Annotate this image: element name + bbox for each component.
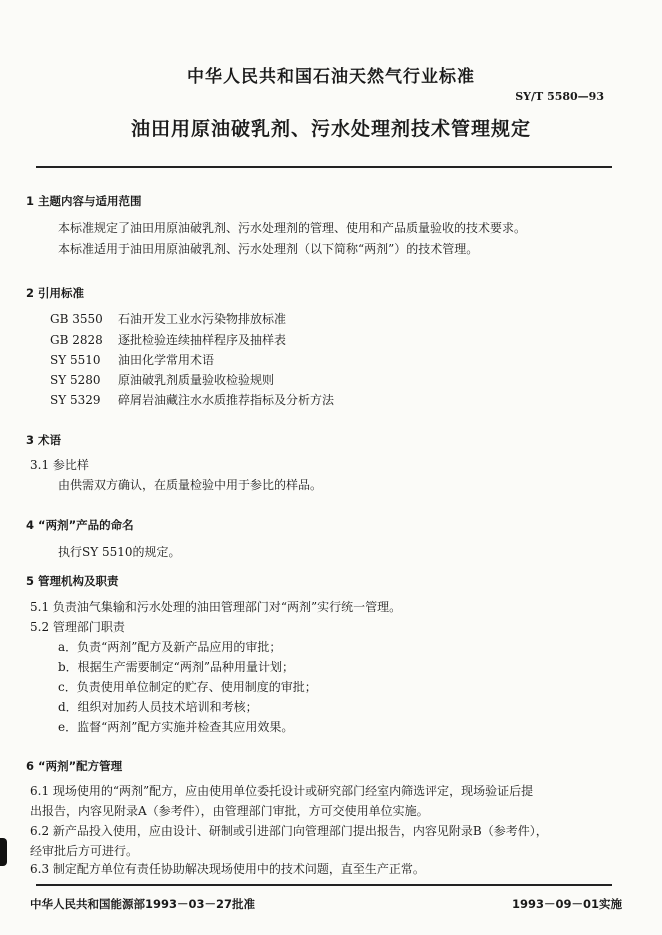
clause-5-2: 5.2 管理部门职责 — [30, 620, 125, 634]
section-1-heading: 1 主题内容与适用范围 — [26, 194, 142, 208]
standard-code: SY/T 5580—93 — [515, 90, 604, 103]
clause-6-3: 6.3 制定配方单位有责任协助解决现场使用中的技术问题，直至生产正常。 — [30, 862, 425, 876]
list-item: e．监督“两剂”配方实施并检查其应用效果。 — [58, 720, 294, 734]
list-item: c．负责使用单位制定的贮存、使用制度的审批； — [58, 680, 317, 694]
section-2-heading: 2 引用标准 — [26, 286, 85, 300]
reference-title: 碎屑岩油藏注水水质推荐指标及分析方法 — [118, 393, 335, 407]
clause-3-1-text: 由供需双方确认，在质量检验中用于参比的样品。 — [58, 478, 323, 492]
header-rule — [36, 166, 612, 168]
clause-6-1: 6.1 现场使用的“两剂”配方，应由使用单位委托设计或研究部门经室内筛选评定，现场验证后提 — [30, 784, 534, 798]
document-title: 油田用原油破乳剂、污水处理剂技术管理规定 — [130, 118, 531, 140]
approval-date: 中华人民共和国能源部1993－03－27批准 — [30, 897, 256, 911]
section-3-heading: 3 术语 — [26, 433, 62, 447]
reference-title: 逐批检验连续抽样程序及抽样表 — [118, 333, 287, 347]
clause-6-2-continued: 经审批后方可进行。 — [30, 844, 139, 858]
reference-item — [50, 371, 274, 388]
section-4-text: 执行SY 5510的规定。 — [58, 545, 181, 559]
reference-title: 油田化学常用术语 — [118, 353, 215, 367]
clause-6-1-continued: 出报告，内容见附录A（参考件），由管理部门审批，方可交使用单位实施。 — [30, 804, 429, 818]
clause-5-1: 5.1 负责油气集输和污水处理的油田管理部门对“两剂”实行统一管理。 — [30, 600, 402, 614]
reference-code: SY 5280 — [50, 373, 101, 387]
clause-3-1: 3.1 参比样 — [30, 458, 89, 472]
reference-title: 原油破乳剂质量验收检验规则 — [118, 373, 275, 387]
industry-standard-heading: 中华人民共和国石油天然气行业标准 — [187, 67, 475, 87]
reference-item — [50, 331, 286, 348]
reference-item — [50, 391, 334, 408]
section-1-paragraph-1: 本标准规定了油田用原油破乳剂、污水处理剂的管理、使用和产品质量验收的技术要求。 — [58, 221, 527, 235]
scan-margin-mark — [0, 838, 7, 866]
reference-item — [50, 310, 286, 327]
reference-code: SY 5329 — [50, 393, 101, 407]
section-6-heading: 6 “两剂”配方管理 — [26, 759, 123, 773]
list-item: a．负责“两剂”配方及新产品应用的审批； — [58, 640, 282, 654]
reference-item — [50, 351, 214, 368]
reference-code: GB 3550 — [50, 312, 103, 326]
reference-code: SY 5510 — [50, 353, 101, 367]
reference-title: 石油开发工业水污染物排放标准 — [118, 312, 287, 326]
footer-rule — [36, 884, 612, 886]
section-1-paragraph-2: 本标准适用于油田用原油破乳剂、污水处理剂（以下简称“两剂”）的技术管理。 — [58, 242, 479, 256]
section-4-heading: 4 “两剂”产品的命名 — [26, 518, 134, 532]
list-item: d．组织对加药人员技术培训和考核； — [58, 700, 258, 714]
list-item: b．根据生产需要制定“两剂”品种用量计划； — [58, 660, 294, 674]
implementation-date: 1993－09－01实施 — [511, 897, 622, 911]
section-5-heading: 5 管理机构及职责 — [26, 574, 119, 588]
reference-code: GB 2828 — [50, 333, 103, 347]
clause-6-2: 6.2 新产品投入使用，应由设计、研制或引进部门向管理部门提出报告，内容见附录B（参考件）， — [30, 824, 548, 838]
